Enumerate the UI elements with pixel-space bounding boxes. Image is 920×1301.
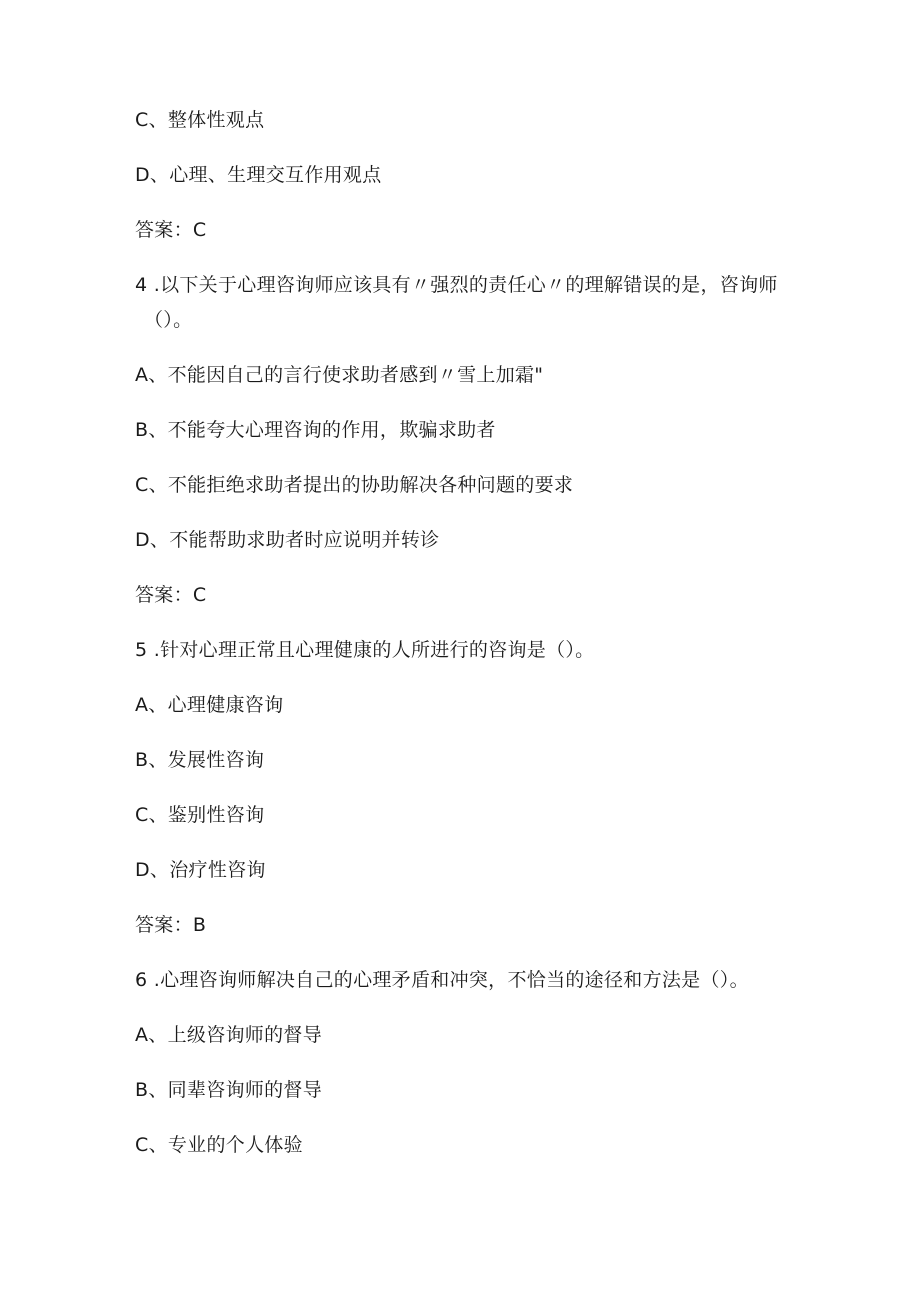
option-b-line: B、不能夸大心理咨询的作用，欺骗求助者 — [135, 419, 496, 441]
question-5-text: 5 .针对心理正常且心理健康的人所进行的咨询是（）。 — [135, 639, 595, 661]
option-a-line: A、不能因自己的言行使求助者感到〃雪上加霜" — [135, 364, 544, 386]
answer-line: 答案：C — [135, 219, 207, 241]
option-a-line: A、上级咨询师的督导 — [135, 1024, 322, 1046]
option-d-line: D、不能帮助求助者时应说明并转诊 — [135, 529, 440, 551]
option-d-line: D、心理、生理交互作用观点 — [135, 164, 382, 186]
answer-line: 答案：C — [135, 584, 207, 606]
option-c-line: C、专业的个人体验 — [135, 1134, 303, 1156]
option-c-line: C、鉴别性咨询 — [135, 804, 265, 826]
question-4-text-continued: （）。 — [144, 309, 193, 331]
option-d-line: D、治疗性咨询 — [135, 859, 266, 881]
option-a-line: A、心理健康咨询 — [135, 694, 284, 716]
question-4-text: 4 .以下关于心理咨询师应该具有〃强烈的责任心〃的理解错误的是，咨询师 — [135, 274, 778, 296]
option-b-line: B、同辈咨询师的督导 — [135, 1079, 323, 1101]
option-c-line: C、整体性观点 — [135, 109, 265, 131]
option-b-line: B、发展性咨询 — [135, 749, 265, 771]
option-c-line: C、不能拒绝求助者提出的协助解决各种问题的要求 — [135, 474, 574, 496]
question-6-text: 6 .心理咨询师解决自己的心理矛盾和冲突，不恰当的途径和方法是（）。 — [135, 969, 749, 991]
answer-line: 答案：B — [135, 914, 207, 936]
